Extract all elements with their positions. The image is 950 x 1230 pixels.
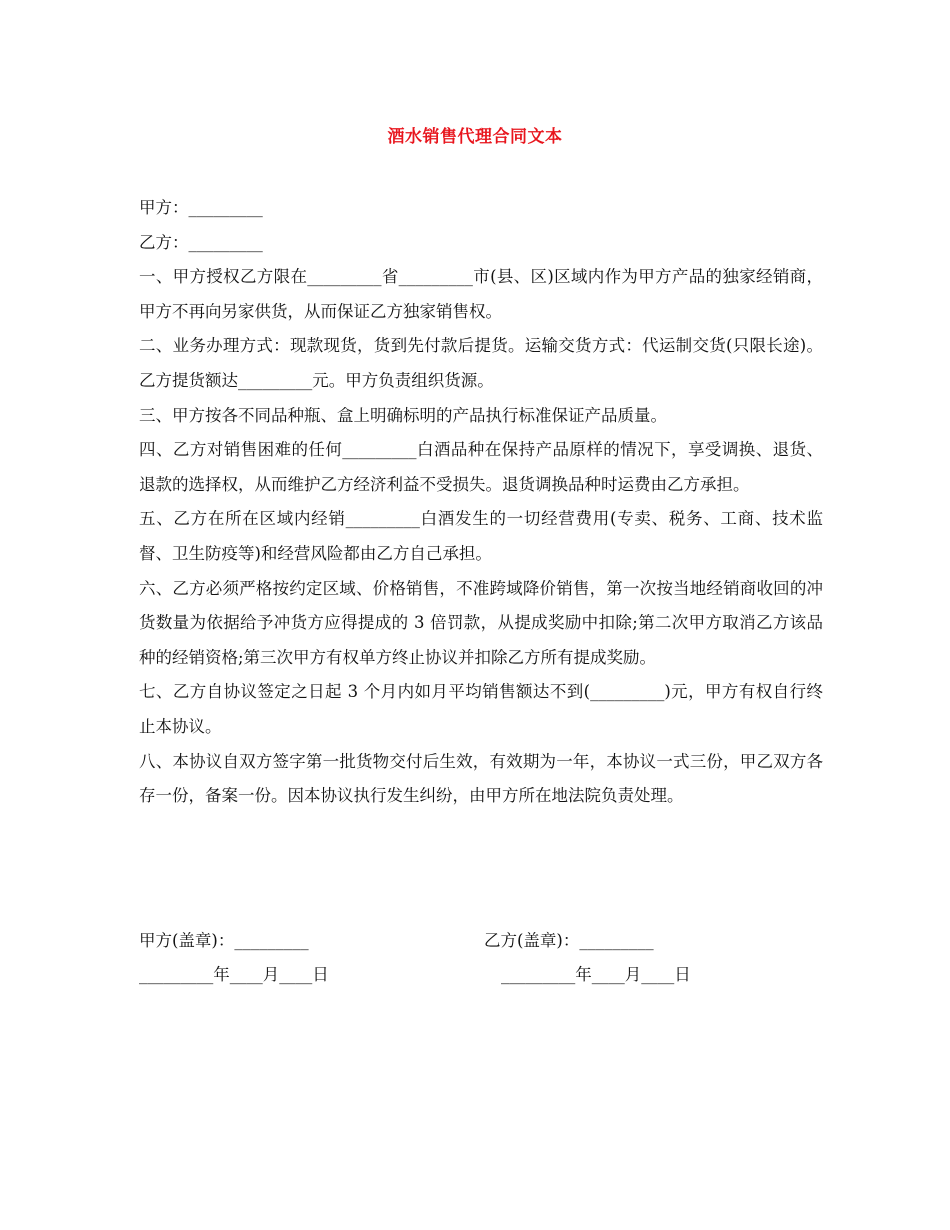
document-title: 酒水销售代理合同文本: [387, 127, 563, 147]
clause-3: 三、甲方按各不同品种瓶、盒上明确标明的产品执行标准保证产品质量。: [139, 405, 667, 425]
clause-8: 八、本协议自双方签字第一批货物交付后生效，有效期为一年，本协议一式三份，甲乙双方各存一份，备案一份。因本协议执行发生纠纷，由甲方所在地法院负责处理。: [139, 751, 823, 806]
party-b-seal: 乙方(盖章)：_________: [484, 931, 654, 950]
clause-4: 四、乙方对销售困难的任何_________白酒品种在保持产品原样的情况下，享受调换、退货、退款的选择权，从而维护乙方经济利益不受损失。退货调换品种时运费由乙方承担。: [139, 440, 823, 494]
contract-body: [139, 191, 823, 814]
clause-5: 五、乙方在所在区域内经销_________白酒发生的一切经营费用(专卖、税务、工商、技术监督、卫生防疫等)和经营风险都由乙方自己承担。: [139, 509, 823, 563]
party-a-line: 甲方：_________: [139, 198, 263, 217]
clause-1: 一、甲方授权乙方限在_________省_________市(县、区)区域内作为甲方产品的独家经销商，甲方不再向另家供货，从而保证乙方独家销售权。: [139, 267, 823, 321]
clause-2: 二、业务办理方式：现款现货，货到先付款后提货。运输交货方式：代运制交货(只限长途)。乙方提货额达_________元。甲方负责组织货源。: [139, 336, 823, 390]
party-a-date: _________年____月____日: [139, 965, 329, 984]
party-a-seal: 甲方(盖章)：_________: [139, 931, 309, 950]
clause-6: 六、乙方必须严格按约定区域、价格销售，不准跨域降价销售，第一次按当地经销商收回的冲货数量为依据给予冲货方应得提成的 3 倍罚款，从提成奖励中扣除;第二次甲方取消乙方该品种的经销资格;第三次甲方有权单方终止协议并扣除乙方所有提成奖励。: [139, 578, 823, 667]
clause-7: 七、乙方自协议签定之日起 3 个月内如月平均销售额达不到(_________)元，甲方有权自行终止本协议。: [139, 682, 823, 736]
party-b-line: 乙方：_________: [139, 232, 263, 252]
party-b-date: _________年____月____日: [501, 965, 691, 984]
signature-date-row: [139, 958, 839, 1094]
